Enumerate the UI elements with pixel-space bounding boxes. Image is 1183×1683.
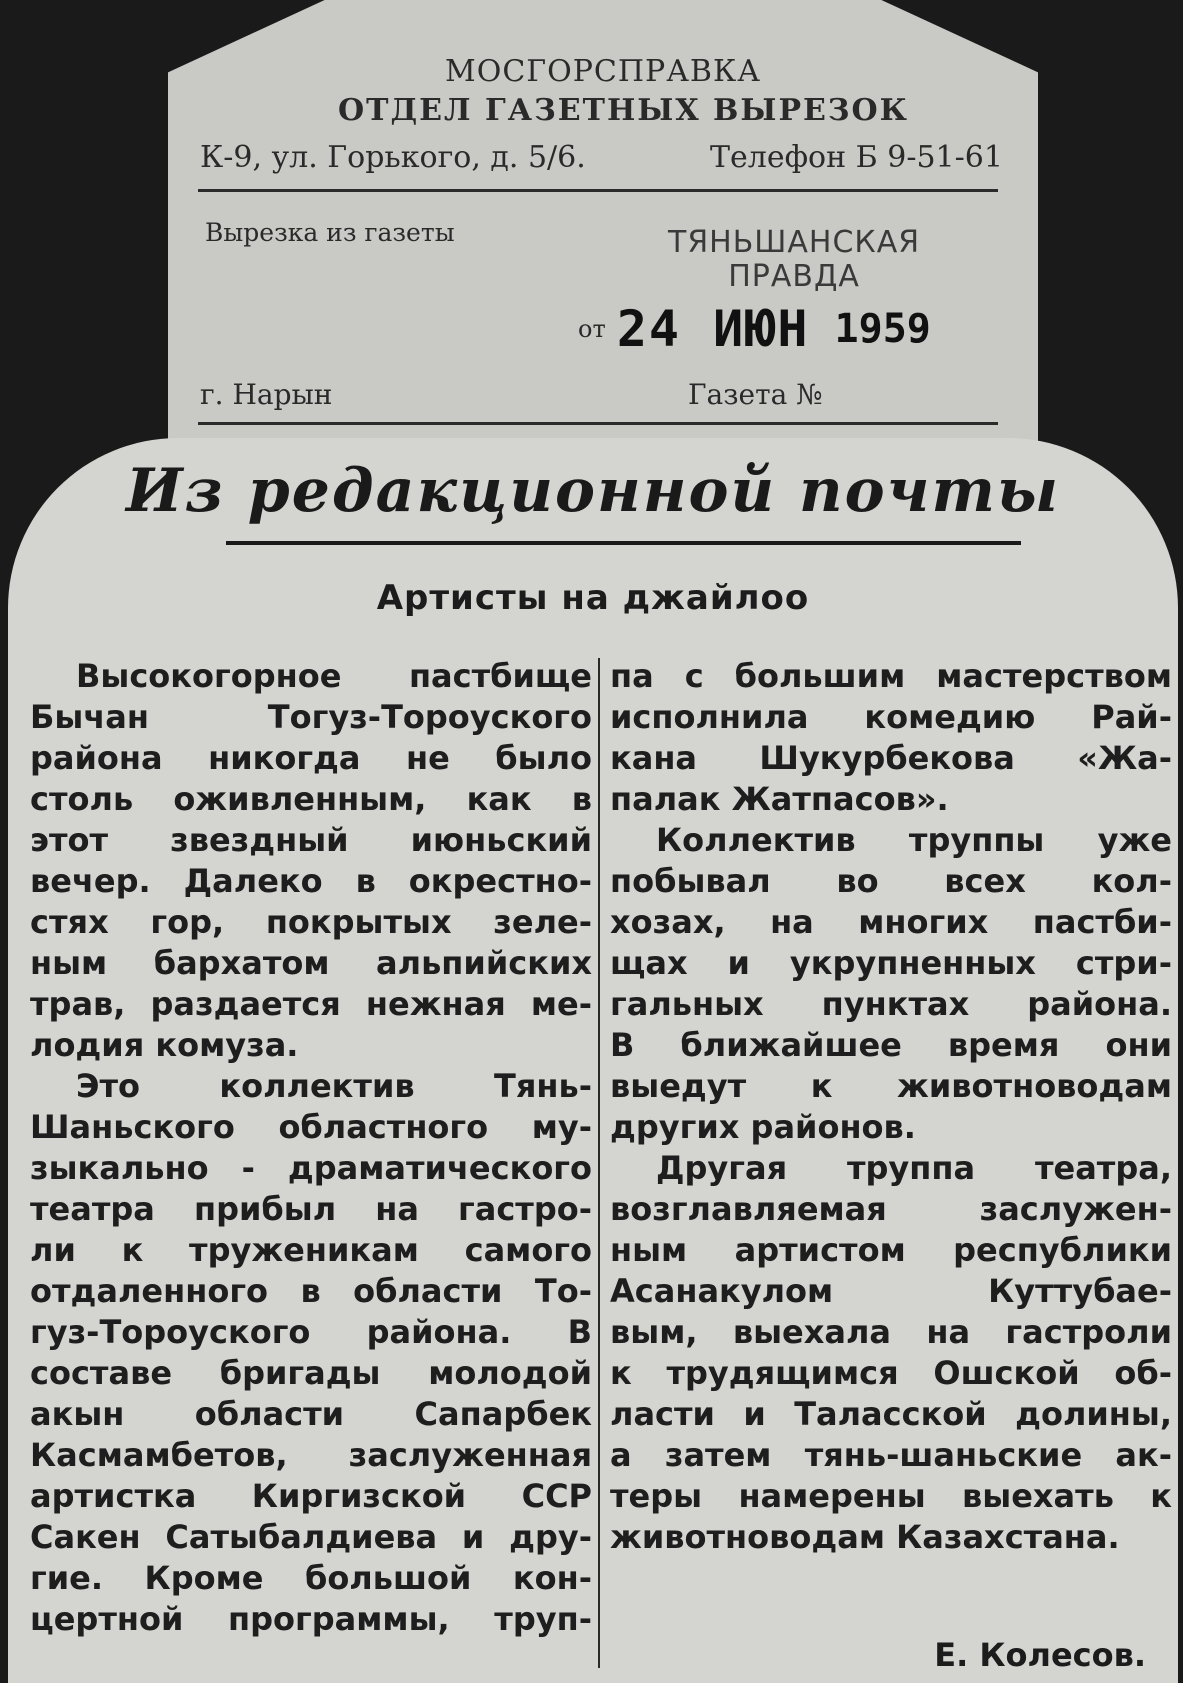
article-line: стях гор, покрытых зеле- <box>30 903 592 941</box>
article-line: Коллектив труппы уже <box>656 821 1172 859</box>
article-line: гуз-Тороуского района. В <box>30 1313 592 1351</box>
article-left-column <box>30 656 592 1640</box>
article-line: ласти и Таласской долины, <box>610 1395 1172 1433</box>
article-line: теры намерены выехать к <box>610 1477 1172 1515</box>
city-label: г. Нарын <box>200 378 333 411</box>
article-line: других районов. <box>610 1108 916 1146</box>
article-line: побывал во всех кол- <box>610 862 1172 900</box>
article-line: столь оживленным, как в <box>30 780 592 818</box>
article-line: кана Шукурбекова «Жа- <box>610 739 1172 777</box>
article-line: щах и укрупненных стри- <box>610 944 1172 982</box>
article-byline: Е. Колесов. <box>934 1636 1146 1674</box>
article-line: артистка Киргизской ССР <box>30 1477 592 1515</box>
article-line: вечер. Далеко в окрестно- <box>30 862 592 900</box>
department-name: ОТДЕЛ ГАЗЕТНЫХ ВЫРЕЗОК <box>338 93 909 128</box>
date-prefix: от <box>578 315 606 343</box>
article-line: зыкально - драматического <box>30 1149 592 1187</box>
article-line: гальных пунктах района. <box>610 985 1172 1023</box>
rubric-title: Из редакционной почты <box>125 456 1061 526</box>
article-line: ли к труженикам самого <box>30 1231 592 1269</box>
article-line: выедут к животноводам <box>610 1067 1172 1105</box>
article-line: Другая труппа театра, <box>656 1149 1172 1187</box>
article-line: Касмамбетов, заслуженная <box>30 1436 592 1474</box>
newspaper-name-line2: ПРАВДА <box>728 259 860 294</box>
article-line: Асанакулом Куттубае- <box>610 1272 1172 1310</box>
form-divider <box>198 189 998 192</box>
article-line: па с большим мастерством <box>610 657 1172 695</box>
article-line: театра прибыл на гастро- <box>30 1190 592 1228</box>
date-year: 1959 <box>834 306 931 352</box>
article-line: трав, раздается нежная ме- <box>30 985 592 1023</box>
article-line: цертной программы, труп- <box>30 1600 592 1638</box>
article-line: Это коллектив Тянь- <box>76 1067 592 1105</box>
article-line: к трудящимся Ошской об- <box>610 1354 1172 1392</box>
article-right-column <box>610 656 1172 1558</box>
article-line: исполнила комедию Рай- <box>610 698 1172 736</box>
article-line: района никогда не было <box>30 739 592 777</box>
column-divider <box>598 658 600 1668</box>
article-line: вым, выехала на гастроли <box>610 1313 1172 1351</box>
agency-address: К-9, ул. Горького, д. 5/6. <box>200 140 586 175</box>
article-line: отдаленного в области То- <box>30 1272 592 1310</box>
article-line: Шаньского областного му- <box>30 1108 592 1146</box>
article-line: Высокогорное пастбище <box>76 657 592 695</box>
issue-label: Газета № <box>688 378 823 411</box>
article-line: этот звездный июньский <box>30 821 592 859</box>
article-line: составе бригады молодой <box>30 1354 592 1392</box>
date-stamp: 24 ИЮН <box>616 300 810 358</box>
article-line: животноводам Казахстана. <box>610 1518 1120 1556</box>
article-line: ным артистом республики <box>610 1231 1172 1269</box>
article-line: возглавляемая заслужен- <box>610 1190 1172 1228</box>
date-row <box>578 300 931 358</box>
agency-name: МОСГОРСПРАВКА <box>445 54 761 89</box>
newspaper-name <box>668 226 920 294</box>
rubric-rule <box>226 541 1021 545</box>
article-line: акын области Сапарбек <box>30 1395 592 1433</box>
article-headline: Артисты на джайлоо <box>376 578 810 618</box>
clipping-from-label: Вырезка из газеты <box>205 218 455 247</box>
newspaper-clipping <box>8 438 1178 1683</box>
article-line: лодия комуза. <box>30 1026 299 1064</box>
article-line: палак Жатпасов». <box>610 780 949 818</box>
newspaper-name-line1: ТЯНЬШАНСКАЯ <box>668 225 921 260</box>
article-line: ным бархатом альпийских <box>30 944 592 982</box>
article-line: Бычан Тогуз-Тороуского <box>30 698 592 736</box>
article-line: гие. Кроме большой кон- <box>30 1559 592 1597</box>
form-bottom-divider <box>198 422 998 425</box>
agency-phone: Телефон Б 9-51-61 <box>710 140 1003 175</box>
article-line: а затем тянь-шаньские ак- <box>610 1436 1172 1474</box>
article-line: Сакен Сатыбалдиева и дру- <box>30 1518 592 1556</box>
article-line: В ближайшее время они <box>610 1026 1172 1064</box>
article-line: хозах, на многих пастби- <box>610 903 1172 941</box>
